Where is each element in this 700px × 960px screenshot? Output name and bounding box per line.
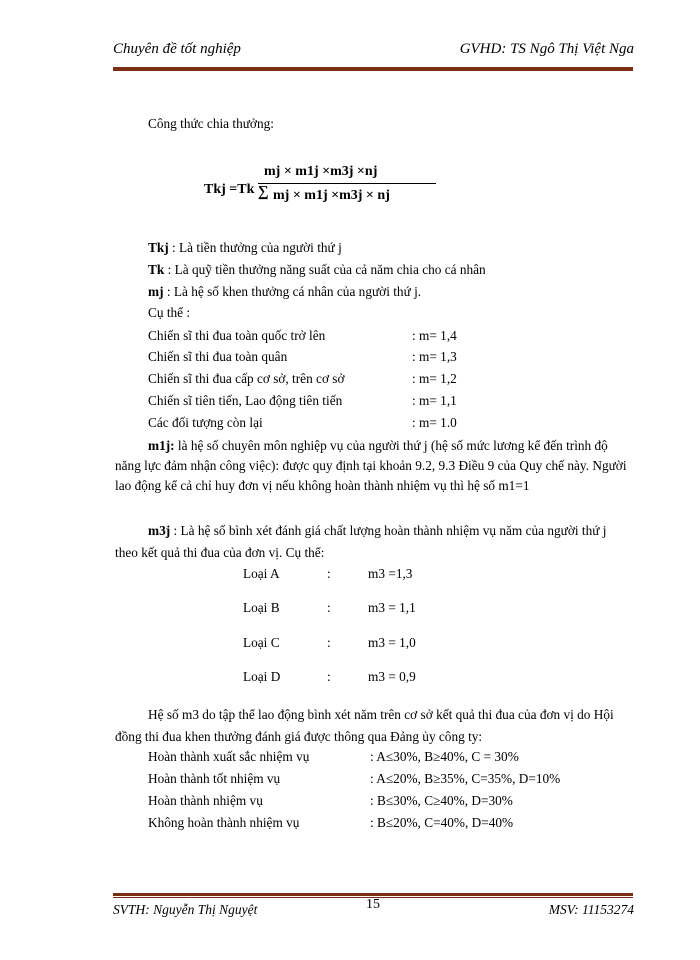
header-rule — [113, 66, 633, 71]
loai-value: m3 = 1,1 — [368, 600, 416, 615]
m-row-label: Chiến sĩ thi đua toàn quân — [148, 349, 288, 364]
loai-colon: : — [327, 669, 331, 684]
m-row-label: Chiến sĩ thi đua toàn quốc trở lên — [148, 328, 326, 343]
m1j-paragraph: m1j: là hệ số chuyên môn nghiệp vụ của người thứ j (hệ số mức lương kể đến trình độ năng lực đảm nhận công việc): được quy định tại khoản 9.2, 9.3 Điều 9 của Quy chế này. Người lao động kể cả chỉ huy đơn vị nếu không hoàn thành nhiệm vụ thì hệ số m1=1 — [115, 438, 627, 493]
footer-right: MSV: 11153274 — [548, 902, 634, 917]
m-row-label: Các đối tượng còn lại — [148, 415, 263, 430]
completion-label: Không hoàn thành nhiệm vụ — [148, 815, 300, 830]
loai-label: Loại C — [243, 635, 280, 650]
completion-label: Hoàn thành tốt nhiệm vụ — [148, 771, 281, 786]
definition-mj: mj : Là hệ số khen thưởng cá nhân của người thứ j. — [148, 284, 422, 299]
formula-intro: Công thức chia thưởng: — [148, 116, 274, 131]
completion-label: Hoàn thành xuất sắc nhiệm vụ — [148, 749, 310, 764]
m-row-value: : m= 1,1 — [412, 393, 457, 408]
cu-the-label: Cụ thể : — [148, 305, 191, 320]
loai-label: Loại D — [243, 669, 281, 684]
loai-value: m3 = 1,0 — [368, 635, 416, 650]
definition-tkj: Tkj : Là tiền thưởng của người thứ j — [148, 240, 342, 255]
loai-label: Loại B — [243, 600, 280, 615]
m-row-label: Chiến sĩ tiên tiến, Lao động tiên tiến — [148, 393, 343, 408]
loai-label: Loại A — [243, 566, 280, 581]
loai-value: m3 =1,3 — [368, 566, 413, 581]
m3-paragraph: Hệ số m3 do tập thể lao động bình xét năm trên cơ sở kết quả thi đua của đơn vị do Hội đồng thi đua khen thưởng đánh giá được thông qua Đảng ủy công ty: — [115, 707, 614, 744]
loai-value: m3 = 0,9 — [368, 669, 416, 684]
m-row-value: : m= 1.0 — [412, 415, 457, 430]
header-left: Chuyên đề tốt nghiệp — [113, 41, 241, 57]
footer-left: SVTH: Nguyễn Thị Nguyệt — [113, 902, 258, 917]
completion-value: : A≤20%, B≥35%, C=35%, D=10% — [370, 771, 561, 786]
completion-value: : B≤30%, C≥40%, D=30% — [370, 793, 513, 808]
m-row-value: : m= 1,3 — [412, 349, 457, 364]
m-row-value: : m= 1,4 — [412, 328, 457, 343]
loai-colon: : — [327, 566, 331, 581]
completion-label: Hoàn thành nhiệm vụ — [148, 793, 263, 808]
completion-value: : A≤30%, B≥40%, C = 30% — [370, 749, 519, 764]
formula-denominator: mj × m1j ×m3j × nj — [273, 188, 390, 203]
loai-colon: : — [327, 635, 331, 650]
completion-value: : B≤20%, C=40%, D=40% — [370, 815, 514, 830]
header-right: GVHD: TS Ngô Thị Việt Nga — [459, 41, 634, 57]
sigma-symbol: ∑ — [258, 184, 269, 200]
formula-numerator: mj × m1j ×m3j ×nj — [264, 164, 378, 179]
m-row-label: Chiến sĩ thi đua cấp cơ sở, trên cơ sở — [148, 371, 345, 386]
formula-lhs: Tkj =Tk — [204, 182, 255, 197]
fraction-bar — [258, 183, 436, 184]
loai-colon: : — [327, 600, 331, 615]
m-row-value: : m= 1,2 — [412, 371, 457, 386]
definition-tk: Tk : Là quỹ tiền thưởng năng suất của cả năm chia cho cá nhân — [148, 262, 486, 277]
page-number: 15 — [366, 897, 380, 912]
m3j-paragraph: m3j : Là hệ số bình xét đánh giá chất lượng hoàn thành nhiệm vụ năm của người thứ j theo kết quả thi đua của đơn vị. Cụ thể: — [115, 523, 607, 560]
